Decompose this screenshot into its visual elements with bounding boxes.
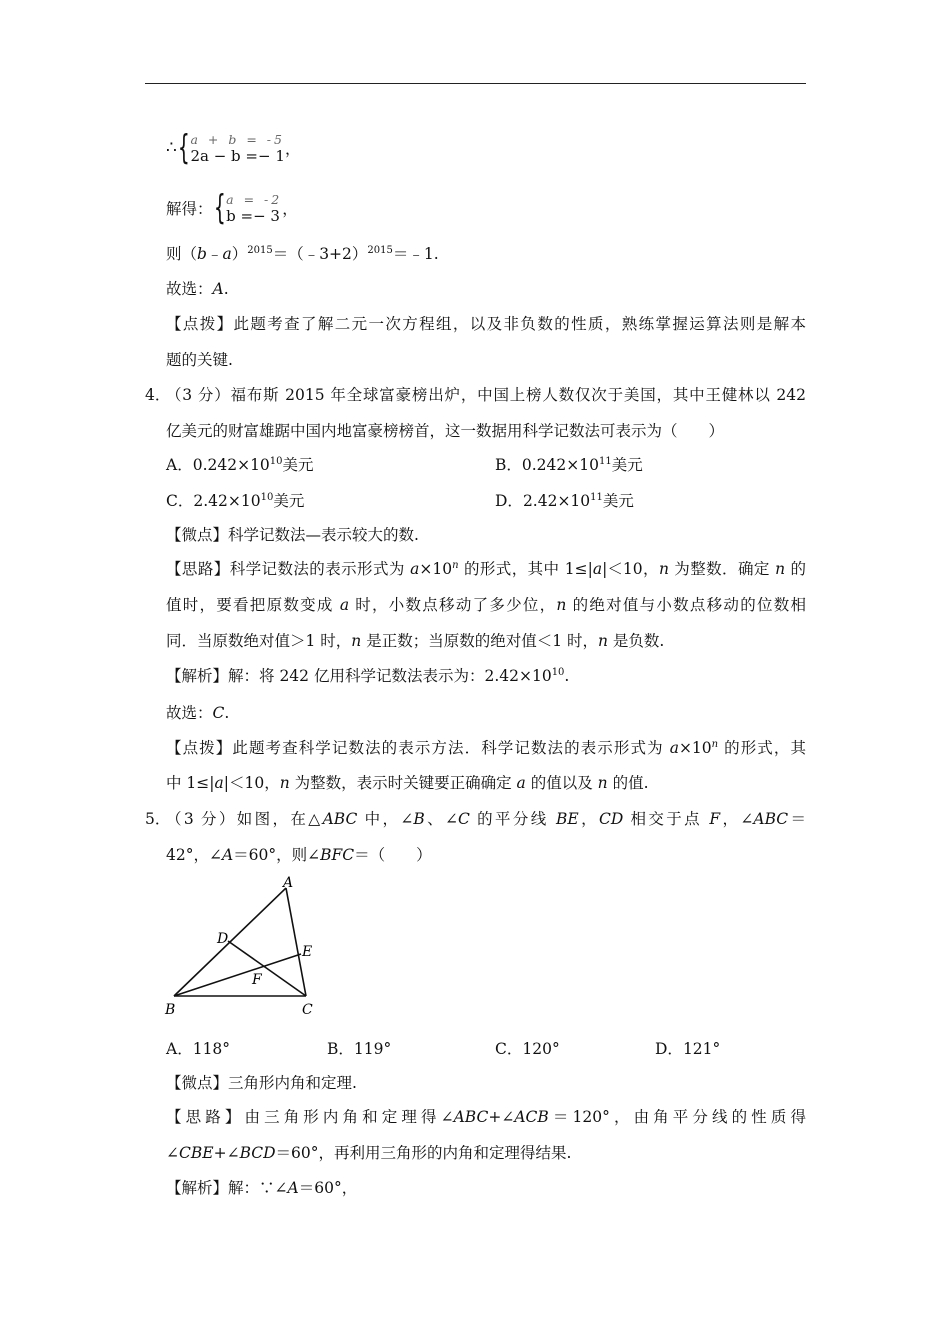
calc-line: 则（b﹣a）$^{2015}$＝（﹣3+2）$^{2015}$＝﹣1. bbox=[166, 245, 439, 263]
question-5-line1: （3 分）如图，在△ABC 中，∠B、∠C 的平分线 BE，CD 相交于点 F，∠ABC＝ bbox=[166, 810, 806, 828]
solution-row-2: b =− 3 bbox=[226, 207, 280, 225]
left-brace: { bbox=[177, 128, 190, 168]
q4-silu-line3: 同．当原数绝对值＞1 时，n 是正数；当原数的绝对值＜1 时，n 是负数. bbox=[166, 632, 665, 650]
question-4-line2: 亿美元的财富雄踞中国内地富豪榜榜首，这一数据用科学记数法可表示为（ ） bbox=[166, 422, 725, 440]
q4-option-d: D．$2.42\times 10^{11}$美元 bbox=[495, 492, 634, 510]
q5-option-b: B．119° bbox=[327, 1040, 392, 1058]
q5-option-a: A．118° bbox=[166, 1040, 231, 1058]
label-a: A bbox=[283, 875, 294, 891]
left-brace: { bbox=[213, 188, 226, 228]
q4-option-c: C．$2.42\times 10^{10}$美元 bbox=[166, 492, 305, 510]
question-4-number: 4． bbox=[145, 386, 171, 404]
solve-label: 解得： bbox=[166, 200, 213, 218]
tip-q3-line2: 题的关键. bbox=[166, 351, 233, 369]
q4-weidian: 【微点】科学记数法—表示较大的数. bbox=[166, 526, 419, 544]
label-e: E bbox=[302, 944, 313, 960]
q4-option-a: A．$0.242\times 10^{10}$美元 bbox=[166, 456, 314, 474]
equation-row-1: a + b = -5 bbox=[190, 132, 285, 147]
q4-jiexi: 【解析】解：将 242 亿用科学记数法表示为：$2.42\times 10^{10}$. bbox=[166, 667, 570, 685]
comma: ， bbox=[282, 200, 298, 218]
therefore-symbol: ∴ bbox=[166, 138, 177, 158]
side-ac bbox=[286, 888, 306, 996]
tip-q3-line1: 【点拨】此题考查了解二元一次方程组，以及非负数的性质，熟练掌握运算法则是解本 bbox=[166, 315, 806, 333]
label-b: B bbox=[165, 1002, 176, 1018]
q4-option-b: B．$0.242\times 10^{11}$美元 bbox=[495, 456, 643, 474]
solution-row-1: a = -2 bbox=[226, 192, 283, 207]
triangle-figure bbox=[162, 872, 322, 1022]
q5-option-c: C．120° bbox=[495, 1040, 560, 1058]
label-c: C bbox=[302, 1002, 313, 1018]
q5-silu-line1: 【思路】由三角形内角和定理得∠ABC+∠ACB＝120°，由角平分线的性质得 bbox=[166, 1108, 806, 1126]
q4-dianbo-line1: 【点拨】此题考查科学记数法的表示方法．科学记数法的表示形式为 $a\times 10^n$ 的形式，其 bbox=[166, 739, 806, 757]
q5-jiexi: 【解析】解：∵∠A＝60°， bbox=[166, 1179, 358, 1197]
q5-silu-line2: ∠CBE+∠BCD＝60°，再利用三角形的内角和定理得结果. bbox=[166, 1144, 572, 1162]
question-5-line2: 42°，∠A＝60°，则∠BFC＝（ ） bbox=[166, 846, 432, 864]
solution-system bbox=[166, 188, 298, 228]
question-4-line1: （3 分）福布斯 2015 年全球富豪榜出炉，中国上榜人数仅次于美国，其中王健林以 242 bbox=[166, 386, 806, 404]
equation-system-1 bbox=[166, 128, 300, 168]
bisector-cd bbox=[228, 941, 306, 996]
question-5-number: 5． bbox=[145, 810, 171, 828]
equation-row-2: 2a − b =− 1 bbox=[190, 147, 285, 165]
label-f: F bbox=[252, 972, 262, 988]
label-d: D bbox=[217, 931, 229, 947]
answer-q3: 故选：A. bbox=[166, 280, 229, 298]
q5-weidian: 【微点】三角形内角和定理. bbox=[166, 1074, 357, 1092]
bisector-be bbox=[174, 954, 301, 996]
comma: ， bbox=[284, 140, 301, 158]
q4-silu-line1: 【思路】科学记数法的表示形式为 $a\times 10^n$ 的形式，其中 1≤|a|＜10，n 为整数．确定 n 的 bbox=[166, 560, 806, 578]
q4-dianbo-line2: 中 1≤|a|＜10，n 为整数，表示时关键要正确确定 a 的值以及 n 的值. bbox=[166, 774, 649, 792]
answer-q4: 故选：C. bbox=[166, 704, 230, 722]
q4-silu-line2: 值时，要看把原数变成 a 时，小数点移动了多少位，n 的绝对值与小数点移动的位数相 bbox=[166, 596, 806, 614]
q5-option-d: D．121° bbox=[655, 1040, 721, 1058]
top-rule bbox=[145, 83, 806, 84]
